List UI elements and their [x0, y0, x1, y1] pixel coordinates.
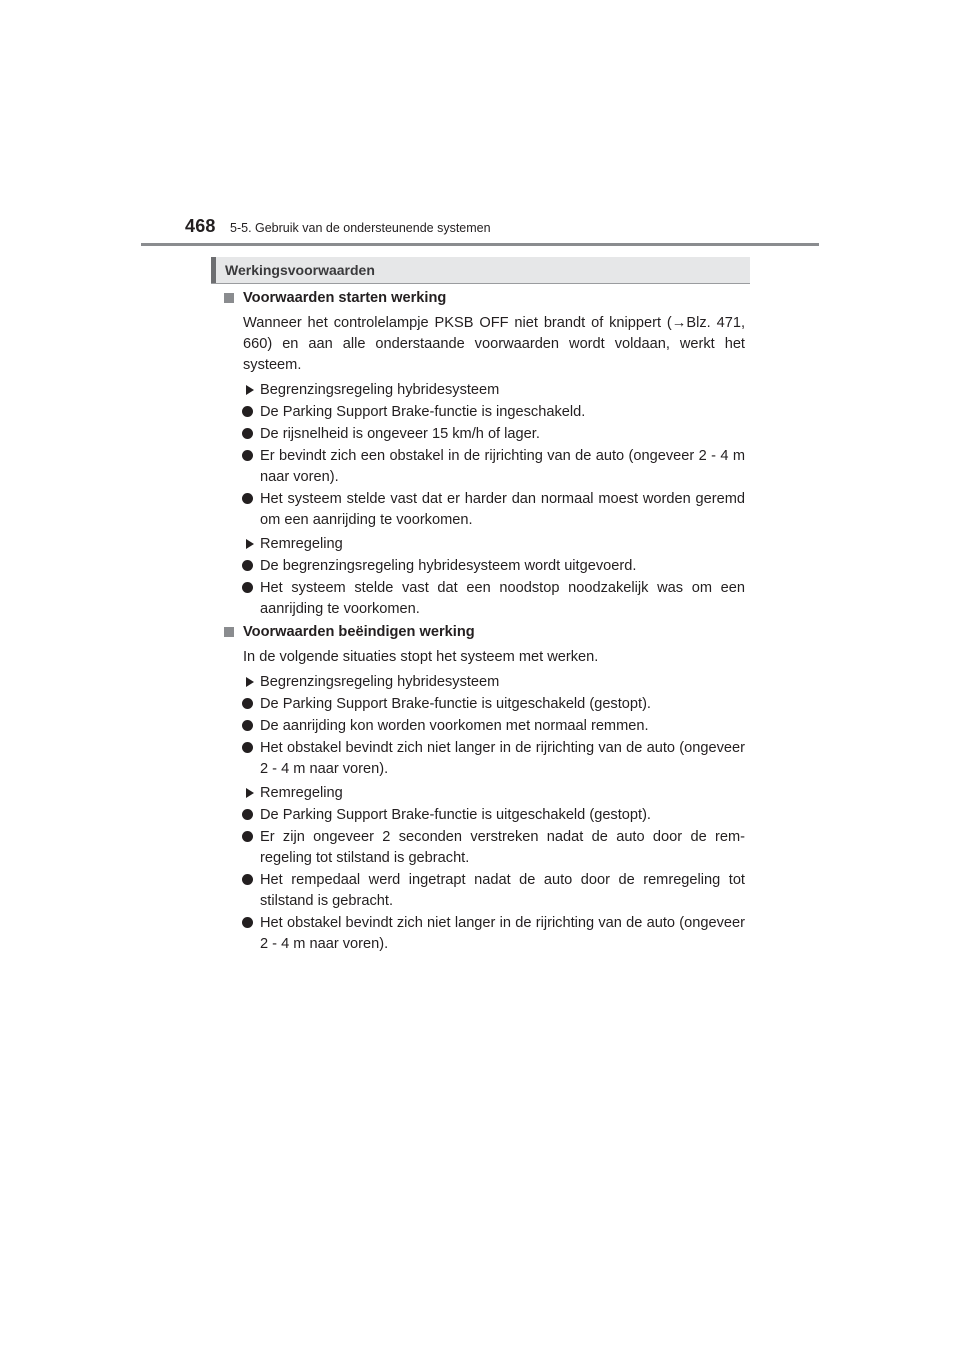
- list-item-text: Het systeem stelde vast dat er harder dan normaal moest worden geremd om een aanrijding te voorkomen.: [260, 491, 745, 528]
- circle-bullet-icon: [242, 720, 253, 731]
- list-item-text: De begrenzingsregeling hybridesysteem wordt uitgevoerd.: [260, 558, 637, 574]
- subheading: [222, 288, 745, 309]
- list-item: [222, 446, 745, 488]
- group-title: [222, 672, 745, 693]
- group-brake-control: [222, 534, 745, 620]
- list-item: [222, 716, 745, 737]
- list-item: [222, 805, 745, 826]
- group-hybrid-limit: [222, 380, 745, 531]
- triangle-bullet-icon: [246, 539, 254, 549]
- group-hybrid-limit: [222, 672, 745, 780]
- list-item: [222, 578, 745, 620]
- list-item-text: Het obstakel bevindt zich niet langer in de rijrichting van de auto (ongeveer 2 - 4 m naar voren).: [260, 915, 745, 952]
- circle-bullet-icon: [242, 493, 253, 504]
- list-item-text: Het obstakel bevindt zich niet langer in de rijrichting van de auto (ongeveer 2 - 4 m naar voren).: [260, 740, 745, 777]
- section-reference: 5-5. Gebruik van de ondersteunende systemen: [230, 221, 491, 235]
- circle-bullet-icon: [242, 560, 253, 571]
- list-item-text: Het rempedaal werd ingetrapt nadat de auto door de remregeling tot stilstand is gebracht.: [260, 872, 745, 909]
- subheading-text: Voorwaarden beëindigen werking: [243, 624, 475, 640]
- section-end-conditions: [222, 622, 745, 955]
- list-item: [222, 556, 745, 577]
- section-start-conditions: [222, 288, 745, 620]
- circle-bullet-icon: [242, 428, 253, 439]
- content: [222, 288, 745, 957]
- circle-bullet-icon: [242, 742, 253, 753]
- list-item: [222, 694, 745, 715]
- list-item-text: De aanrijding kon worden voorkomen met normaal remmen.: [260, 718, 649, 734]
- group-title-text: Remregeling: [260, 785, 343, 801]
- subheading-text: Voorwaarden starten werking: [243, 290, 447, 306]
- list-item: [222, 870, 745, 912]
- triangle-bullet-icon: [246, 385, 254, 395]
- list-item: [222, 738, 745, 780]
- intro-paragraph: Wanneer het controlelampje PKSB OFF niet brandt of knippert (→Blz. 471, 660) en aan alle onderstaande voorwaarden wordt voldaan, werkt het systeem.: [243, 315, 745, 373]
- list-item-text: Er zijn ongeveer 2 seconden verstreken nadat de auto door de rem-regeling tot stilstand is gebracht.: [260, 829, 745, 866]
- list-item: [222, 402, 745, 423]
- section-title-bar: [211, 257, 750, 284]
- circle-bullet-icon: [242, 874, 253, 885]
- intro-paragraph: In de volgende situaties stopt het systeem met werken.: [243, 649, 599, 665]
- list-item: [222, 913, 745, 955]
- list-item-text: De rijsnelheid is ongeveer 15 km/h of lager.: [260, 426, 540, 442]
- triangle-bullet-icon: [246, 788, 254, 798]
- list-item: [222, 424, 745, 445]
- group-title: [222, 534, 745, 555]
- header-rule: [141, 243, 819, 246]
- circle-bullet-icon: [242, 406, 253, 417]
- circle-bullet-icon: [242, 917, 253, 928]
- subheading: [222, 622, 745, 643]
- group-title-text: Begrenzingsregeling hybridesysteem: [260, 674, 500, 690]
- page-number: 468: [185, 216, 216, 236]
- square-bullet-icon: [224, 627, 234, 637]
- triangle-bullet-icon: [246, 677, 254, 687]
- section-title-accent: [211, 257, 216, 283]
- group-title-text: Remregeling: [260, 536, 343, 552]
- group-title: [222, 783, 745, 804]
- section-title: Werkingsvoorwaarden: [225, 262, 375, 278]
- list-item-text: De Parking Support Brake-functie is uitgeschakeld (gestopt).: [260, 807, 651, 823]
- list-item-text: De Parking Support Brake-functie is uitgeschakeld (gestopt).: [260, 696, 651, 712]
- circle-bullet-icon: [242, 698, 253, 709]
- list-item-text: Er bevindt zich een obstakel in de rijrichting van de auto (ongeveer 2 - 4 m naar voren).: [260, 448, 745, 485]
- list-item-text: De Parking Support Brake-functie is ingeschakeld.: [260, 404, 586, 420]
- group-brake-control: [222, 783, 745, 955]
- group-title-text: Begrenzingsregeling hybridesysteem: [260, 382, 500, 398]
- square-bullet-icon: [224, 293, 234, 303]
- list-item: [222, 489, 745, 531]
- circle-bullet-icon: [242, 450, 253, 461]
- list-item: [222, 827, 745, 869]
- circle-bullet-icon: [242, 809, 253, 820]
- circle-bullet-icon: [242, 831, 253, 842]
- circle-bullet-icon: [242, 582, 253, 593]
- list-item-text: Het systeem stelde vast dat een noodstop noodzakelijk was om een aanrijding te voorkomen.: [260, 580, 745, 617]
- group-title: [222, 380, 745, 401]
